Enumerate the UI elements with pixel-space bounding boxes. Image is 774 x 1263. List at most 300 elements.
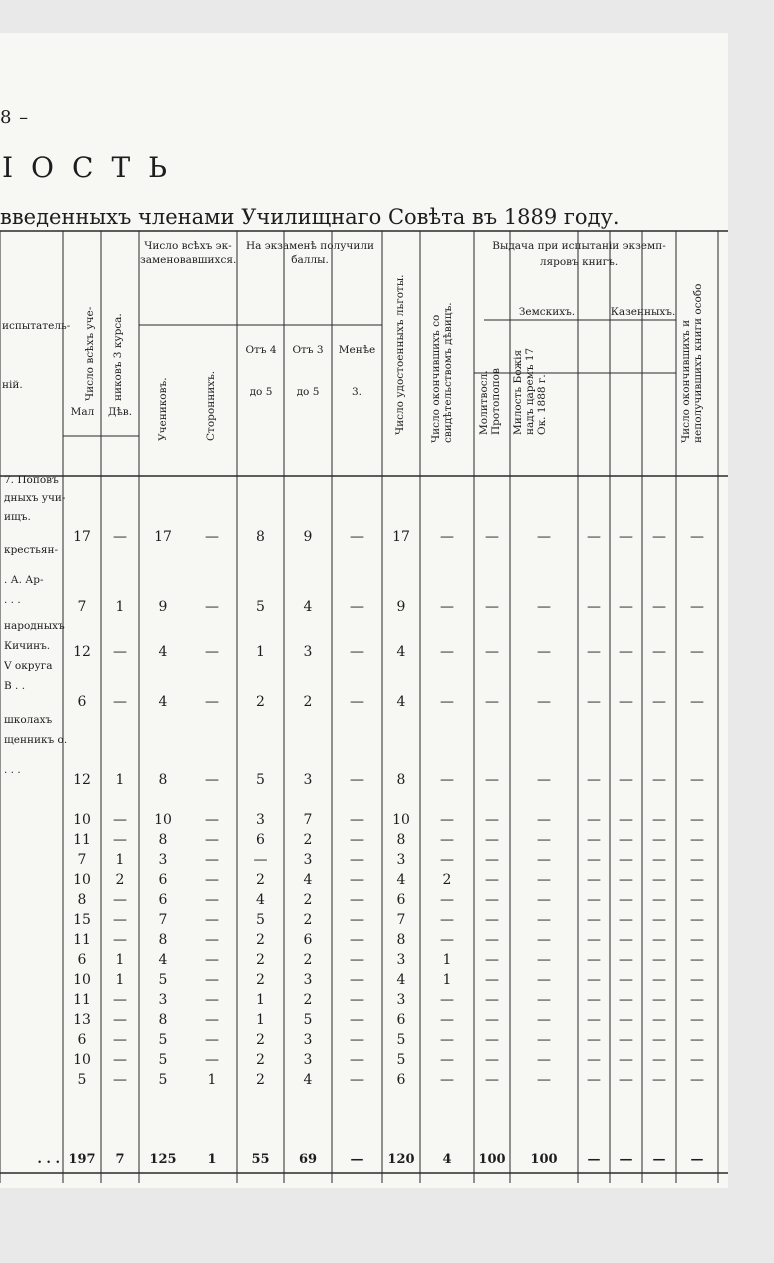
table-cell: 10 — [73, 812, 91, 828]
table-cell: — — [205, 1032, 219, 1048]
row-name-fragment: народныхъ — [4, 620, 65, 632]
table-cell: — — [350, 892, 364, 908]
table-cell: 2 — [442, 872, 452, 888]
header-grade-less-b: 3. — [351, 386, 363, 398]
table-cell: — — [440, 932, 454, 948]
table-cell: 2 — [256, 932, 265, 948]
table-cell: — — [619, 772, 633, 788]
table-cell: 5 — [158, 1032, 168, 1048]
table-cell: 4 — [396, 694, 406, 710]
table-cell: — — [440, 992, 454, 1008]
table-cell: — — [485, 932, 499, 948]
table-cell: — — [690, 952, 704, 968]
table-cell: — — [485, 1032, 499, 1048]
table-cell: — — [113, 812, 127, 828]
table-cell: — — [537, 952, 551, 968]
table-cell: 5 — [77, 1072, 87, 1088]
table-cell: 4 — [396, 644, 406, 660]
table-cell: — — [619, 599, 633, 615]
table-cell: 1 — [115, 599, 125, 615]
table-cell: 8 — [396, 772, 406, 788]
document-page — [0, 33, 728, 1188]
table-cell: — — [205, 812, 219, 828]
totals-cell: 125 — [149, 1152, 177, 1167]
table-cell: 5 — [303, 1012, 313, 1028]
table-cell: 10 — [392, 812, 410, 828]
table-cell: 12 — [73, 772, 91, 788]
header-examined-group: Число всѣхъ эк-заменовавшихся. — [140, 240, 237, 266]
table-cell: — — [537, 832, 551, 848]
table-cell: 8 — [158, 932, 168, 948]
table-cell: 2 — [256, 952, 265, 968]
header-last-column: Число окончившихъ и неполучившихъ книги особо — [680, 283, 704, 443]
table-cell: — — [587, 694, 601, 710]
table-cell: 2 — [256, 1052, 265, 1068]
table-cell: — — [690, 599, 704, 615]
table-cell: — — [587, 1032, 601, 1048]
table-cell: — — [440, 1052, 454, 1068]
table-cell: 2 — [115, 872, 125, 888]
table-cell: 4 — [303, 1072, 313, 1088]
table-cell: — — [619, 872, 633, 888]
table-cell: — — [587, 529, 601, 545]
table-cell: 10 — [73, 872, 91, 888]
table-cell: 7 — [77, 852, 87, 868]
table-cell: — — [587, 832, 601, 848]
table-cell: — — [690, 529, 704, 545]
table-cell: 9 — [396, 599, 406, 615]
table-cell: 17 — [73, 529, 91, 545]
table-cell: 6 — [303, 932, 313, 948]
table-cell: — — [652, 1012, 666, 1028]
table-cell: — — [537, 812, 551, 828]
table-cell: — — [440, 529, 454, 545]
table-cell: — — [350, 952, 364, 968]
table-cell: — — [537, 772, 551, 788]
table-cell: — — [205, 892, 219, 908]
table-cell: — — [619, 912, 633, 928]
table-cell: — — [440, 852, 454, 868]
table-cell: — — [652, 892, 666, 908]
table-cell: 3 — [396, 992, 406, 1008]
table-cell: — — [690, 872, 704, 888]
table-cell: — — [690, 932, 704, 948]
table-cell: — — [440, 812, 454, 828]
table-cell: — — [485, 1052, 499, 1068]
table-cell: — — [619, 812, 633, 828]
table-cell: 3 — [396, 852, 406, 868]
table-cell: — — [485, 1072, 499, 1088]
header-book-molitvoslov: Молитвосл. Протопопов — [478, 368, 502, 435]
table-cell: — — [690, 1052, 704, 1068]
row-name-fragment: V округа — [4, 660, 53, 672]
row-name-fragment: Кичинъ. — [4, 640, 51, 652]
table-cell: — — [485, 872, 499, 888]
table-cell: 3 — [396, 952, 406, 968]
table-cell: — — [587, 812, 601, 828]
totals-cell: 1 — [207, 1152, 217, 1167]
table-cell: — — [690, 892, 704, 908]
table-cell: — — [587, 1052, 601, 1068]
table-cell: 3 — [256, 812, 265, 828]
table-cell: 6 — [256, 832, 265, 848]
table-cell: — — [652, 852, 666, 868]
table-cell: — — [652, 1072, 666, 1088]
table-cell: — — [350, 1072, 364, 1088]
table-cell: — — [205, 932, 219, 948]
table-cell: — — [619, 644, 633, 660]
table-cell: 6 — [158, 892, 168, 908]
table-cell: 2 — [303, 892, 313, 908]
table-cell: 2 — [256, 972, 265, 988]
table-cell: — — [485, 599, 499, 615]
table-cell: — — [619, 1012, 633, 1028]
header-grade-4-5a: Отъ 4 — [245, 344, 277, 356]
table-cell: — — [350, 812, 364, 828]
header-students-3: никовъ 3 курса. — [112, 313, 124, 401]
table-cell: — — [485, 1012, 499, 1028]
table-cell: 13 — [73, 1012, 91, 1028]
table-cell: — — [652, 972, 666, 988]
table-cell: — — [350, 912, 364, 928]
table-cell: 4 — [158, 952, 168, 968]
table-cell: — — [690, 1032, 704, 1048]
table-cell: — — [690, 852, 704, 868]
table-cell: 2 — [303, 912, 313, 928]
row-name-fragment: 7. Поповъ — [4, 474, 59, 486]
row-name-fragment: крестьян- — [4, 544, 59, 556]
table-cell: 1 — [115, 952, 125, 968]
table-cell: 1 — [207, 1072, 217, 1088]
table-cell: 5 — [396, 1052, 406, 1068]
table-cell: — — [652, 952, 666, 968]
document-subtitle: введенныхъ членами Училищнаго Совѣта въ 1889 году. — [0, 205, 620, 229]
table-cell: 5 — [158, 1072, 168, 1088]
table-cell: — — [440, 599, 454, 615]
table-cell: — — [690, 1012, 704, 1028]
table-cell: — — [350, 1012, 364, 1028]
totals-cell: 55 — [251, 1152, 270, 1167]
table-cell: 4 — [256, 892, 265, 908]
table-cell: 2 — [303, 992, 313, 1008]
table-cell: — — [113, 1032, 127, 1048]
table-cell: — — [690, 992, 704, 1008]
table-cell: — — [652, 832, 666, 848]
table-cell: — — [485, 952, 499, 968]
table-cell: — — [537, 852, 551, 868]
table-cell: 1 — [256, 992, 265, 1008]
table-cell: — — [205, 772, 219, 788]
header-zemsky: Земскихъ. — [518, 306, 576, 318]
table-cell: 9 — [158, 599, 168, 615]
table-cell: — — [619, 832, 633, 848]
table-cell: 6 — [396, 1012, 406, 1028]
table-cell: — — [619, 852, 633, 868]
totals-cell: — — [690, 1152, 704, 1167]
table-cell: 5 — [256, 599, 265, 615]
table-cell: 11 — [73, 992, 91, 1008]
table-cell: — — [690, 644, 704, 660]
table-cell: — — [652, 912, 666, 928]
row-name-fragment: . . . — [4, 594, 21, 606]
table-cell: 7 — [396, 912, 406, 928]
header-certificates: Число окончившихъ со свидѣтельствомъ дѣвицъ. — [430, 302, 454, 443]
table-cell: — — [619, 932, 633, 948]
table-cell: — — [485, 529, 499, 545]
table-cell: 10 — [154, 812, 172, 828]
table-cell: — — [652, 872, 666, 888]
table-cell: — — [205, 852, 219, 868]
table-cell: 1 — [256, 1012, 265, 1028]
table-cell: — — [205, 952, 219, 968]
table-cell: — — [652, 992, 666, 1008]
totals-cell: — — [619, 1152, 633, 1167]
table-cell: — — [440, 832, 454, 848]
totals-cell: 4 — [442, 1152, 452, 1167]
row-name-fragment: школахъ — [4, 714, 53, 726]
row-name-fragment: ищъ. — [4, 511, 31, 523]
table-cell: — — [537, 1032, 551, 1048]
table-cell: 8 — [396, 932, 406, 948]
document-title: ІОСТЬ — [2, 151, 185, 184]
table-cell: 2 — [303, 952, 313, 968]
table-cell: 11 — [73, 832, 91, 848]
table-cell: — — [537, 529, 551, 545]
table-cell: 6 — [396, 892, 406, 908]
totals-label: . . . — [37, 1152, 60, 1167]
row-name-fragment: . . . — [4, 764, 21, 776]
table-cell: — — [440, 912, 454, 928]
table-cell: — — [485, 644, 499, 660]
table-cell: — — [587, 972, 601, 988]
table-cell: 4 — [303, 599, 313, 615]
table-cell: 4 — [396, 872, 406, 888]
table-cell: — — [205, 1052, 219, 1068]
table-cell: 8 — [158, 832, 168, 848]
table-cell: — — [485, 992, 499, 1008]
table-cell: — — [350, 852, 364, 868]
header-mal: Мал — [70, 406, 95, 418]
header-outsiders: Стороннихъ. — [205, 370, 217, 441]
page-number: 8 – — [0, 107, 30, 128]
table-cell: — — [619, 952, 633, 968]
table-cell: — — [652, 932, 666, 948]
table-cell: — — [587, 852, 601, 868]
table-cell: — — [619, 1032, 633, 1048]
table-cell: — — [587, 872, 601, 888]
table-cell: — — [537, 694, 551, 710]
table-cell: 3 — [303, 1052, 313, 1068]
header-grade-4-5b: до 5 — [249, 386, 273, 398]
table-cell: 7 — [158, 912, 168, 928]
table-cell: 1 — [115, 772, 125, 788]
table-cell: — — [587, 644, 601, 660]
table-cell: — — [350, 1032, 364, 1048]
table-cell: — — [690, 832, 704, 848]
table-cell: — — [537, 912, 551, 928]
header-students-all: Число всѣхъ уче- — [84, 306, 96, 401]
table-cell: 5 — [256, 912, 265, 928]
table-cell: 3 — [303, 972, 313, 988]
header-certified: Число удостоенныхъ льготы. — [394, 274, 406, 435]
table-cell: — — [537, 972, 551, 988]
header-book-milost: Милость Божія надъ царемъ 17 Ок. 1888 г. — [512, 347, 548, 435]
table-cell: — — [205, 1012, 219, 1028]
row-name-fragment: дныхъ учи- — [4, 492, 66, 504]
table-cell: — — [485, 912, 499, 928]
table-cell: — — [690, 912, 704, 928]
table-cell: 8 — [77, 892, 87, 908]
table-cell: 15 — [73, 912, 91, 928]
table-cell: — — [485, 972, 499, 988]
table-cell: — — [652, 644, 666, 660]
table-cell: — — [440, 694, 454, 710]
table-cell: — — [205, 972, 219, 988]
table-cell: 11 — [73, 932, 91, 948]
table-cell: 7 — [77, 599, 87, 615]
table-cell: 8 — [396, 832, 406, 848]
table-cell: 9 — [303, 529, 313, 545]
table-cell: — — [205, 529, 219, 545]
table-cell: — — [652, 812, 666, 828]
table-cell: — — [652, 772, 666, 788]
table-cell: — — [587, 892, 601, 908]
table-cell: 3 — [158, 852, 168, 868]
table-cell: — — [587, 952, 601, 968]
table-cell: — — [652, 694, 666, 710]
table-cell: 4 — [303, 872, 313, 888]
table-cell: — — [537, 872, 551, 888]
table-cell: 3 — [303, 852, 313, 868]
header-pupils: Учениковъ. — [157, 377, 169, 441]
table-cell: 10 — [73, 972, 91, 988]
table-cell: — — [113, 694, 127, 710]
table-cell: 3 — [303, 772, 313, 788]
table-cell: 4 — [396, 972, 406, 988]
header-kazenny: Казенныхъ. — [610, 306, 676, 318]
table-cell: — — [350, 932, 364, 948]
table-cell: 1 — [442, 972, 452, 988]
table-cell: 3 — [303, 644, 313, 660]
table-cell: — — [587, 772, 601, 788]
table-cell: — — [113, 644, 127, 660]
table-cell: — — [350, 694, 364, 710]
table-cell: — — [587, 1012, 601, 1028]
table-cell: — — [619, 972, 633, 988]
table-cell: — — [205, 992, 219, 1008]
header-left-fragment-bottom: ній. — [2, 379, 23, 391]
header-grade-less-a: Менѣе — [338, 344, 376, 356]
table-cell: 1 — [256, 644, 265, 660]
table-cell: — — [440, 1072, 454, 1088]
table-cell: — — [652, 529, 666, 545]
table-cell: — — [350, 1052, 364, 1068]
table-cell: — — [440, 892, 454, 908]
table-cell: 8 — [256, 529, 265, 545]
header-grade-3-5a: Отъ 3 — [292, 344, 324, 356]
table-cell: — — [537, 1072, 551, 1088]
table-cell: — — [440, 1032, 454, 1048]
header-books-group-a: Выдача при испытаніи экземп- — [492, 240, 666, 252]
table-cell: — — [690, 812, 704, 828]
table-cell: — — [205, 912, 219, 928]
totals-cell: 100 — [478, 1152, 506, 1167]
table-cell: 6 — [77, 952, 87, 968]
table-cell: 7 — [303, 812, 313, 828]
table-cell: — — [690, 772, 704, 788]
header-grades-group: На экзаменѣ получили баллы. — [245, 240, 374, 266]
table-cell: — — [440, 772, 454, 788]
table-cell: 6 — [158, 872, 168, 888]
table-cell: 5 — [158, 1052, 168, 1068]
table-cell: — — [537, 932, 551, 948]
header-dev: Дѣв. — [107, 406, 133, 418]
table-cell: — — [537, 892, 551, 908]
table-cell: — — [619, 892, 633, 908]
table-cell: — — [537, 1052, 551, 1068]
table-cell: 5 — [396, 1032, 406, 1048]
totals-cell: 197 — [68, 1152, 96, 1167]
table-cell: — — [690, 694, 704, 710]
table-cell: — — [690, 972, 704, 988]
table-cell: 3 — [158, 992, 168, 1008]
table-cell: — — [205, 832, 219, 848]
table-cell: — — [587, 1072, 601, 1088]
row-name-fragment: В . . — [4, 680, 26, 692]
totals-cell: — — [587, 1152, 601, 1167]
table-cell: — — [537, 644, 551, 660]
table-cell: — — [652, 599, 666, 615]
table-cell: — — [485, 832, 499, 848]
table-cell: — — [113, 832, 127, 848]
table-cell: — — [440, 644, 454, 660]
table-cell: 8 — [158, 772, 168, 788]
table-cell: — — [205, 644, 219, 660]
table-cell: — — [587, 992, 601, 1008]
table-cell: — — [205, 872, 219, 888]
table-cell: — — [485, 772, 499, 788]
table-cell: — — [619, 992, 633, 1008]
table-cell: — — [537, 599, 551, 615]
table-cell: — — [350, 529, 364, 545]
table-cell: 17 — [154, 529, 172, 545]
table-cell: — — [113, 529, 127, 545]
table-cell: — — [587, 599, 601, 615]
table-cell: 17 — [392, 529, 410, 545]
table-cell: 2 — [256, 1032, 265, 1048]
table-cell: 2 — [256, 872, 265, 888]
table-cell: — — [350, 599, 364, 615]
totals-cell: 69 — [298, 1152, 318, 1167]
table-cell: — — [485, 852, 499, 868]
table-cell: — — [440, 1012, 454, 1028]
table-cell: — — [485, 694, 499, 710]
table-cell: — — [350, 832, 364, 848]
table-cell: — — [350, 972, 364, 988]
row-name-fragment: щенникъ о. — [4, 734, 68, 746]
table-cell: 5 — [256, 772, 265, 788]
table-cell: — — [113, 1052, 127, 1068]
table-cell: — — [537, 1012, 551, 1028]
table-cell: — — [113, 912, 127, 928]
table-cell: 6 — [396, 1072, 406, 1088]
table-cell: 3 — [303, 1032, 313, 1048]
table-cell: — — [253, 852, 268, 868]
table-cell: — — [350, 644, 364, 660]
table-cell: — — [113, 992, 127, 1008]
table-cell: — — [205, 694, 219, 710]
table-cell: 2 — [256, 694, 265, 710]
